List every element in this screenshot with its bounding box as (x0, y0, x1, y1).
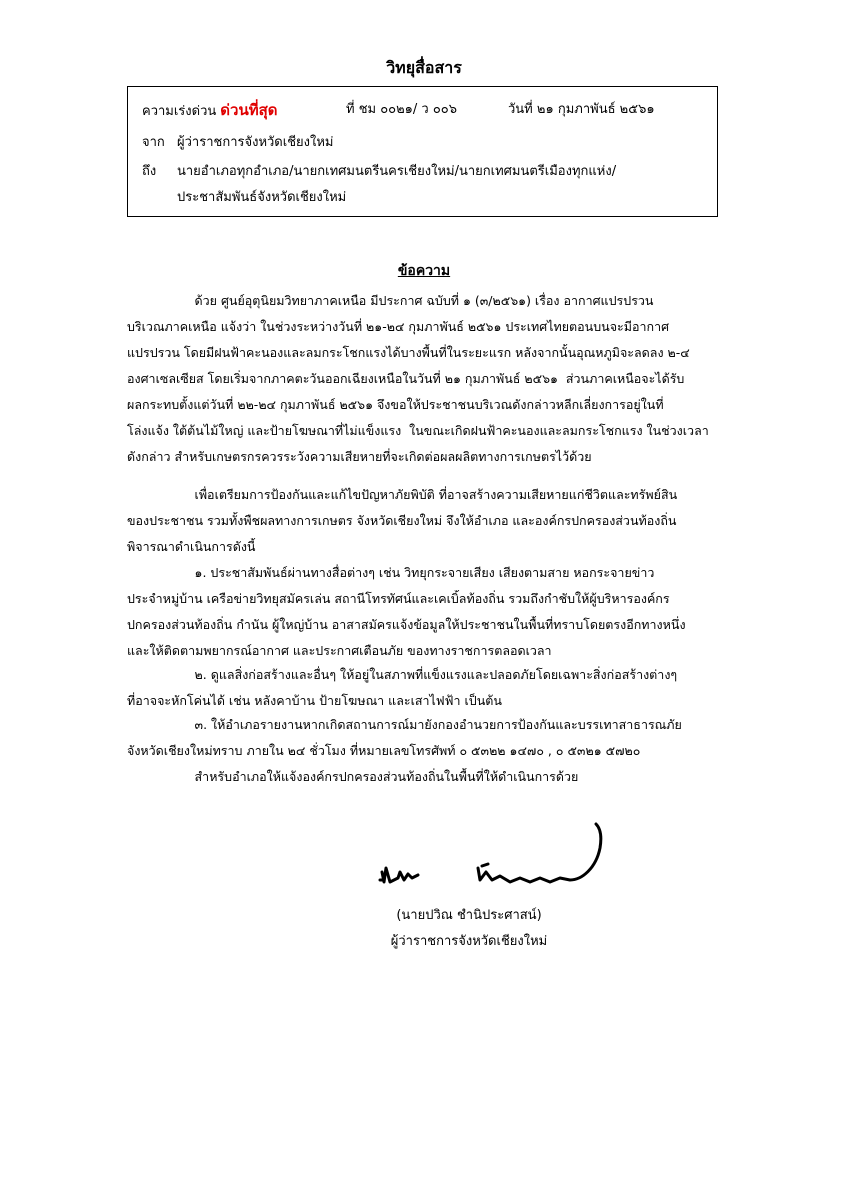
handwritten-signature (360, 820, 640, 910)
to-value-line1: นายอำเภอทุกอำเภอ/นายกเทศมนตรีนครเชียงใหม่/นายกเทศมนตรีเมืองทุกแห่ง/ (177, 164, 617, 179)
from-row (142, 131, 333, 152)
from-value: ผู้ว่าราชการจังหวัดเชียงใหม่ (177, 135, 334, 150)
urgency-value: ด่วนที่สุด (220, 101, 278, 119)
body-line: จังหวัดเชียงใหม่ทราบ ภายใน ๒๔ ชั่วโมง ที่หมายเลขโทรศัพท์ ๐ ๕๓๒๒ ๑๔๗๐ , ๐ ๕๓๒๑ ๕๗๒๐ (127, 743, 641, 758)
body-line: ด้วย ศูนย์อุตุนิยมวิทยาภาคเหนือ มีประกาศ ฉบับที่ ๑ (๓/๒๕๖๑) เรื่อง อากาศแปรปรวน (127, 293, 654, 308)
document-date: วันที่ ๒๑ กุมภาพันธ์ ๒๕๖๑ (508, 102, 655, 117)
body-line: โล่งแจ้ง ใต้ต้นไม้ใหญ่ และป้ายโฆษณาที่ไม่แข็งแรง ในขณะเกิดฝนฟ้าคะนองและลมกระโชกแรง ในช่วงเวลา (127, 423, 709, 438)
to-row (142, 160, 616, 181)
body-line: ดังกล่าว สำหรับเกษตรกรควรระวังความเสียหายที่จะเกิดต่อผลผลิตทางการเกษตรไว้ด้วย (127, 449, 592, 464)
document-title: วิทยุสื่อสาร (386, 58, 462, 77)
body-line: ปกครองส่วนท้องถิ่น กำนัน ผู้ใหญ่บ้าน อาสาสมัครแจ้งข้อมูลให้ประชาชนในพื้นที่ทราบโดยตรงอีกทางหนึ่ง (127, 617, 686, 632)
signatory-name: (นายปวิณ ชำนิประศาสน์) (396, 908, 542, 923)
body-line: ที่อาจจะหักโค่นได้ เช่น หลังคาบ้าน ป้ายโฆษณา และเสาไฟฟ้า เป็นต้น (127, 693, 502, 708)
body-line: บริเวณภาคเหนือ แจ้งว่า ในช่วงระหว่างวันที่ ๒๑-๒๔ กุมภาพันธ์ ๒๕๖๑ ประเทศไทยตอนบนจะมีอากาศ (127, 319, 670, 334)
to-row-continued (142, 186, 346, 207)
body-line: ประจำหมู่บ้าน เครือข่ายวิทยุสมัครเล่น สถานีโทรทัศน์และเคเบิ้ลท้องถิ่น รวมถึงกำชับให้ผู้บริหารองค์กร (127, 591, 670, 606)
reference-number: ที่ ชม ๐๐๒๑/ ว ๐๐๖ (346, 102, 457, 117)
body-line: ๑. ประชาสัมพันธ์ผ่านทางสื่อต่างๆ เช่น วิทยุกระจายเสียง เสียงตามสาย หอกระจายข่าว (127, 565, 655, 580)
body-line: ผลกระทบตั้งแต่วันที่ ๒๒-๒๔ กุมภาพันธ์ ๒๕๖๑ จึงขอให้ประชาชนบริเวณดังกล่าวหลีกเลี่ยงการอยู่ในที่ (127, 397, 664, 412)
section-title: ข้อความ (397, 263, 451, 279)
to-label: ถึง (142, 164, 157, 179)
urgency-label: ความเร่งด่วน (142, 104, 217, 119)
body-line: สำหรับอำเภอให้แจ้งองค์กรปกครองส่วนท้องถิ่นในพื้นที่ให้ดำเนินการด้วย (127, 769, 579, 784)
from-label: จาก (142, 135, 165, 150)
body-line: ของประชาชน รวมทั้งพืชผลทางการเกษตร จังหวัดเชียงใหม่ จึงให้อำเภอ และองค์กรปกครองส่วนท้องถิ่น (127, 513, 677, 528)
body-line: และให้ติดตามพยากรณ์อากาศ และประกาศเตือนภัย ของทางราชการตลอดเวลา (127, 643, 552, 658)
body-line: องศาเซลเซียส โดยเริ่มจากภาคตะวันออกเฉียงเหนือในวันที่ ๒๑ กุมภาพันธ์ ๒๕๖๑ ส่วนภาคเหนือจะได้รับ (127, 371, 685, 386)
body-line: ๓. ให้อำเภอรายงานหากเกิดสถานการณ์มายังกองอำนวยการป้องกันและบรรเทาสาธารณภัย (127, 717, 682, 732)
body-line: ๒. ดูแลสิ่งก่อสร้างและอื่นๆ ให้อยู่ในสภาพที่แข็งแรงและปลอดภัยโดยเฉพาะสิ่งก่อสร้างต่างๆ (127, 667, 678, 682)
signatory-position: ผู้ว่าราชการจังหวัดเชียงใหม่ (390, 934, 548, 949)
header-box (127, 86, 718, 217)
urgency-row (142, 98, 655, 122)
body-line: พิจารณาดำเนินการดังนี้ (127, 539, 256, 554)
body-line: แปรปรวน โดยมีฝนฟ้าคะนองและลมกระโชกแรงได้บางพื้นที่ในระยะแรก หลังจากนั้นอุณหภูมิจะลดลง ๒-๔ (127, 345, 690, 360)
body-line: เพื่อเตรียมการป้องกันและแก้ไขปัญหาภัยพิบัติ ที่อาจสร้างความเสียหายแก่ชีวิตและทรัพย์สิน (127, 487, 678, 502)
to-value-line2: ประชาสัมพันธ์จังหวัดเชียงใหม่ (177, 190, 347, 205)
